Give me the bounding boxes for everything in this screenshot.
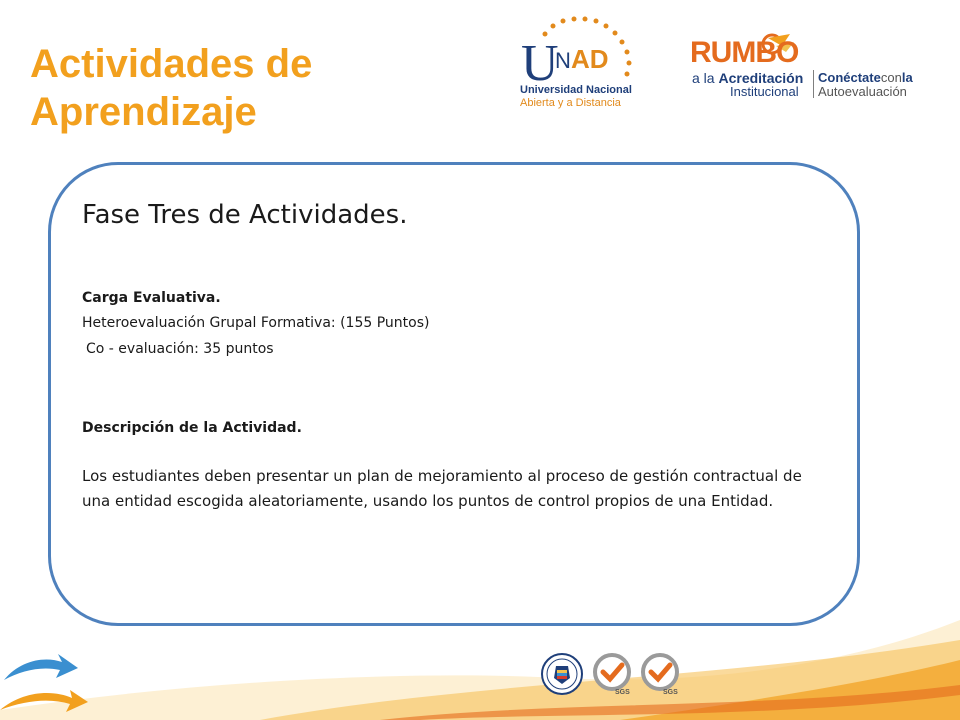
colombia-seal-icon [540, 652, 584, 696]
footer-wave-decoration [0, 560, 960, 720]
coeval-line: Co - evaluación: 35 puntos [86, 341, 274, 357]
footer-arrow-icon [0, 640, 90, 720]
page-title [30, 40, 312, 136]
unad-wordmark-n: N [555, 48, 571, 73]
rumbo-autoeval-line: Autoevaluación [818, 84, 907, 99]
rumbo-tagline-2: Institucional [730, 84, 799, 99]
content-panel [48, 162, 860, 626]
rumbo-connect-rest: con [880, 70, 902, 85]
rumbo-tagline-prefix: a la [692, 70, 719, 86]
rumbo-divider [813, 70, 814, 98]
page-title-line-1: Actividades de [30, 42, 313, 86]
sgs-label-1: SGS [615, 689, 630, 696]
unad-wordmark-ad: AD [571, 44, 609, 74]
content-heading: Fase Tres de Actividades. [82, 200, 408, 230]
desc-label: Descripción de la Actividad. [82, 420, 302, 436]
desc-body: Los estudiantes deben presentar un plan de mejoramiento al proceso de gestión contractual de una entidad escogida aleatoriamente, usando los puntos de control propios de una Entidad. [82, 467, 802, 510]
page-title-line-2: Aprendizaje [30, 90, 257, 134]
unad-subtitle-line-2: Abierta y a Distancia [520, 97, 621, 109]
hetero-line: Heteroevaluación Grupal Formativa: (155 Puntos) [82, 315, 430, 331]
unad-wordmark-u: U [521, 35, 559, 92]
sgs-quality-seal-icon [590, 652, 634, 696]
rumbo-tagline-bold: Acreditación [718, 70, 804, 86]
rumbo-wordmark: RUMBO [690, 36, 799, 69]
unad-subtitle-line-1: Universidad Nacional [520, 84, 632, 96]
unad-subtitle [520, 84, 632, 110]
rumbo-connect-bold-2: la [901, 70, 913, 85]
sgs-label-2: SGS [663, 689, 678, 696]
rumbo-connect-line [818, 70, 913, 85]
sgs-quality-seal-icon-2 [638, 652, 682, 696]
carga-label: Carga Evaluativa. [82, 290, 221, 306]
rumbo-connect-bold: Conéctate [818, 70, 881, 85]
